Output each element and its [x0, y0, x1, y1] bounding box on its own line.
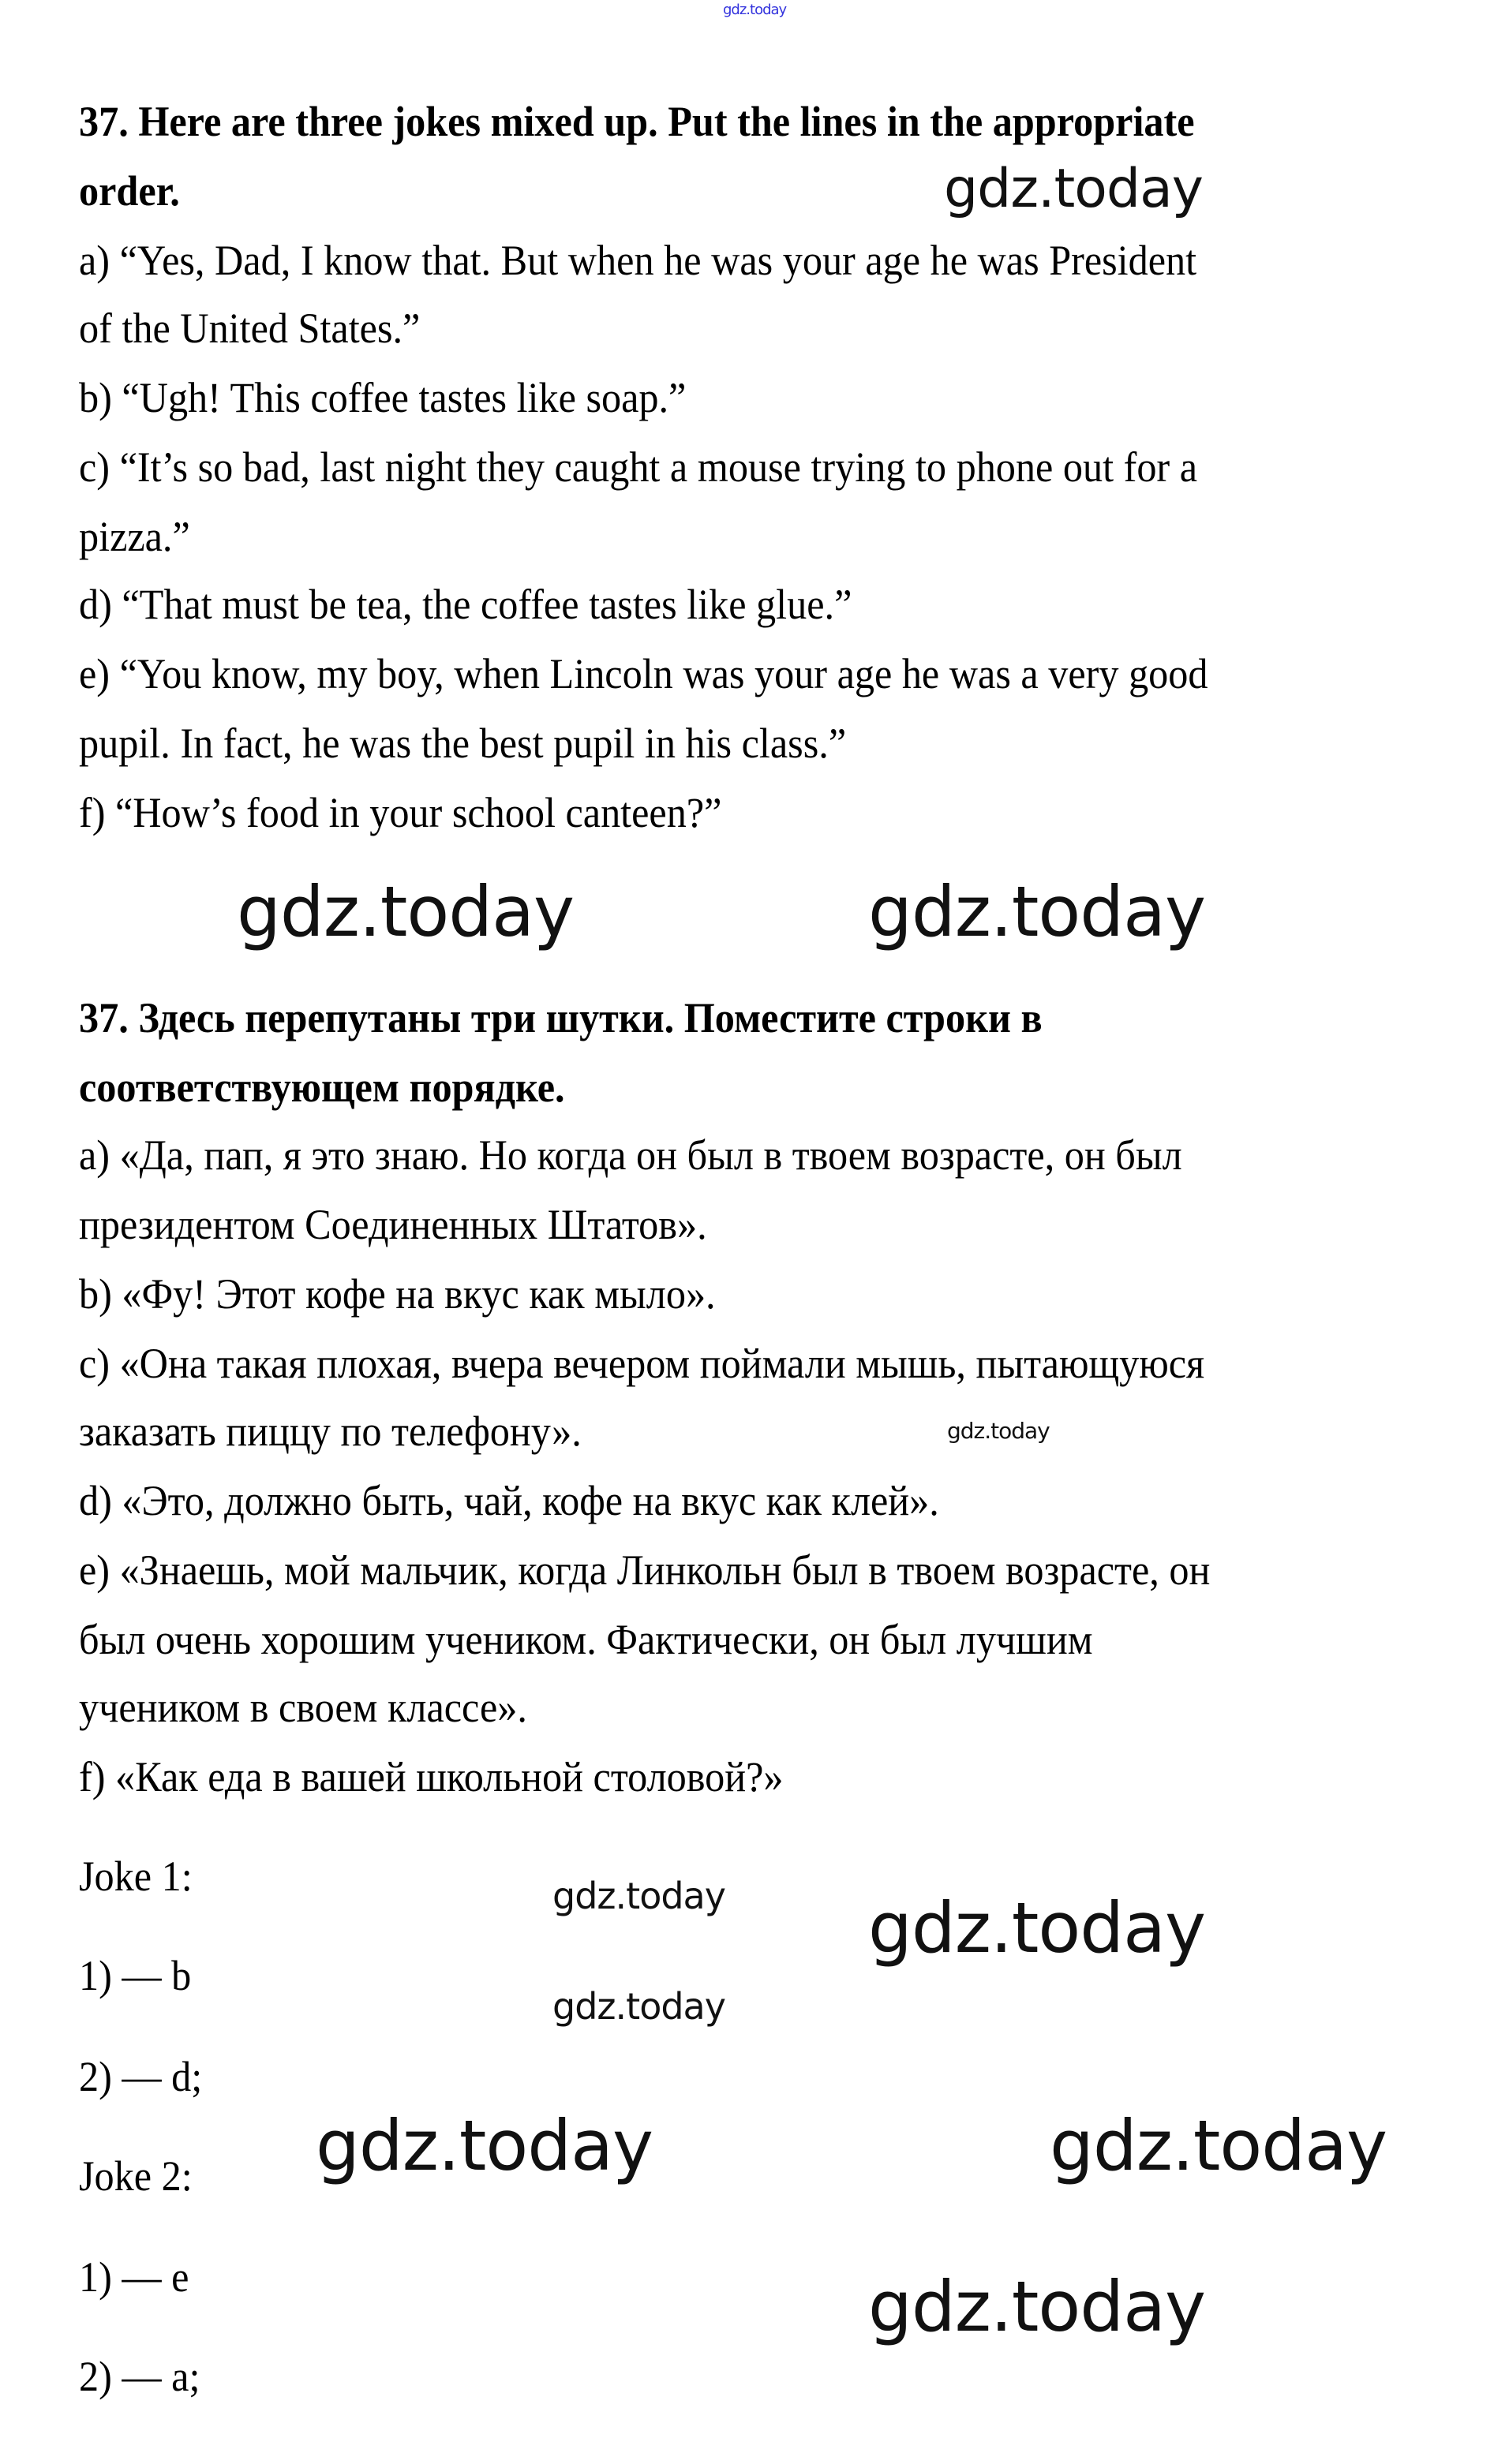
watermark: gdz.today	[868, 1887, 1206, 1969]
line-c-ru-cont: заказать пиццу по телефону».	[79, 1408, 582, 1455]
watermark: gdz.today	[552, 1875, 725, 1917]
line-c-en: c) “It’s so bad, last night they caught a mouse trying to phone out for a	[79, 443, 1198, 491]
line-a-ru: a) «Да, пап, я это знаю. Но когда он был в твоем возрасте, он был	[79, 1131, 1182, 1179]
line-b-ru: b) «Фу! Этот кофе на вкус как мыло».	[79, 1270, 716, 1318]
exercise-title-en: 37. Here are three jokes mixed up. Put the lines in the appropriate	[79, 98, 1195, 145]
exercise-title-en-cont: order.	[79, 167, 180, 215]
joke-2-step-1: 1) — e	[79, 2253, 189, 2301]
watermark: gdz.today	[944, 158, 1203, 220]
watermark: gdz.today	[316, 2105, 653, 2186]
line-b-en: b) “Ugh! This coffee tastes like soap.”	[79, 374, 687, 421]
line-d-ru: d) «Это, должно быть, чай, кофе на вкус как клей».	[79, 1477, 939, 1524]
watermark: gdz.today	[947, 1418, 1050, 1444]
watermark: gdz.today	[868, 871, 1206, 952]
line-d-en: d) “That must be tea, the coffee tastes like glue.”	[79, 581, 852, 628]
line-a-en-cont: of the United States.”	[79, 305, 421, 352]
joke-1-step-1: 1) — b	[79, 1952, 192, 1999]
exercise-title-ru: 37. Здесь перепутаны три шутки. Поместите строки в	[79, 994, 1043, 1041]
line-e-ru-cont2: учеником в своем классе».	[79, 1684, 527, 1731]
joke-1-step-2: 2) — d;	[79, 2053, 203, 2100]
line-c-ru: c) «Она такая плохая, вчера вечером поймали мышь, пытающуюся	[79, 1340, 1205, 1387]
line-c-en-cont: pizza.”	[79, 513, 190, 560]
line-f-ru: f) «Как еда в вашей школьной столовой?»	[79, 1753, 784, 1800]
joke-1-heading: Joke 1:	[79, 1853, 193, 1900]
line-e-ru-cont: был очень хорошим учеником. Фактически, он был лучшим	[79, 1616, 1093, 1663]
line-a-ru-cont: президентом Соединенных Штатов».	[79, 1201, 707, 1248]
watermark: gdz.today	[1050, 2105, 1387, 2186]
header-watermark: gdz.today	[723, 2, 787, 18]
watermark: gdz.today	[868, 2266, 1206, 2347]
watermark: gdz.today	[237, 871, 575, 952]
exercise-title-ru-cont: соответствующем порядке.	[79, 1064, 565, 1111]
line-f-en: f) “How’s food in your school canteen?”	[79, 789, 722, 836]
line-e-ru: e) «Знаешь, мой мальчик, когда Линкольн был в твоем возрасте, он	[79, 1546, 1211, 1594]
line-a-en: a) “Yes, Dad, I know that. But when he was your age he was President	[79, 237, 1197, 284]
joke-2-step-2: 2) — a;	[79, 2353, 200, 2400]
line-e-en-cont: pupil. In fact, he was the best pupil in his class.”	[79, 720, 847, 767]
joke-2-heading: Joke 2:	[79, 2152, 193, 2200]
line-e-en: e) “You know, my boy, when Lincoln was your age he was a very good	[79, 650, 1208, 697]
watermark: gdz.today	[552, 1985, 725, 2028]
